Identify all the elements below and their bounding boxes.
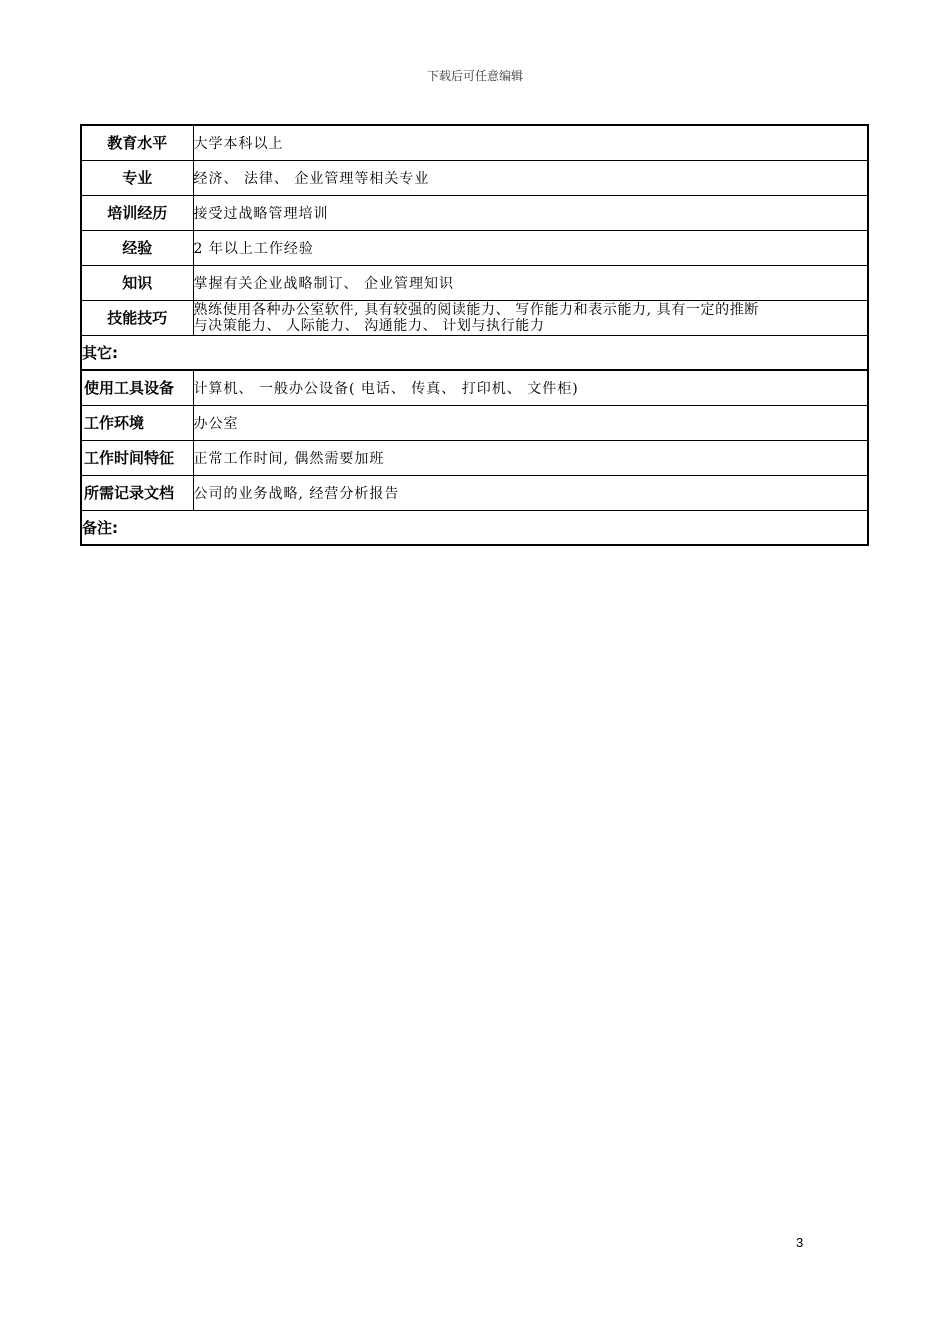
row-label-experience: 经验 [81,230,193,265]
section-row-other [81,335,868,370]
row-label-documents: 所需记录文档 [81,475,193,510]
header-note: 下载后可任意编辑 [426,69,523,83]
row-value-documents: 公司的业务战略, 经营分析报告 [193,475,868,510]
row-label-education: 教育水平 [81,125,193,160]
section-row-remarks [81,510,868,545]
row-value-tools: 计算机、 一般办公设备( 电话、 传真、 打印机、 文件柜) [193,370,868,405]
row-label-knowledge: 知识 [81,265,193,300]
row-value-skills [193,300,868,335]
table-row [81,125,868,160]
row-label-skills: 技能技巧 [81,300,193,335]
table-row [81,440,868,475]
section-label-remarks: 备注: [81,510,868,545]
table-row [81,195,868,230]
row-value-education: 大学本科以上 [193,125,868,160]
row-value-experience: 2 年以上工作经验 [193,230,868,265]
table-row [81,265,868,300]
row-value-major: 经济、 法律、 企业管理等相关专业 [193,160,868,195]
skills-line-1: 熟练使用各种办公室软件, 具有较强的阅读能力、 写作能力和表示能力, 具有一定的推断 [193,301,759,318]
table-row [81,230,868,265]
table-row [81,370,868,405]
table-row [81,300,868,335]
table-row [81,405,868,440]
row-label-tools: 使用工具设备 [81,370,193,405]
row-value-environment: 办公室 [193,405,868,440]
job-description-table [80,124,869,546]
table-row [81,160,868,195]
row-value-work-hours: 正常工作时间, 偶然需要加班 [193,440,868,475]
row-label-major: 专业 [81,160,193,195]
page-number: 3 [796,1235,804,1250]
skills-line-2: 与决策能力、 人际能力、 沟通能力、 计划与执行能力 [193,317,545,334]
row-label-work-hours: 工作时间特征 [81,440,193,475]
row-label-environment: 工作环境 [81,405,193,440]
row-value-knowledge: 掌握有关企业战略制订、 企业管理知识 [193,265,868,300]
row-label-training: 培训经历 [81,195,193,230]
section-label-other: 其它: [81,335,868,370]
table-row [81,475,868,510]
row-value-training: 接受过战略管理培训 [193,195,868,230]
